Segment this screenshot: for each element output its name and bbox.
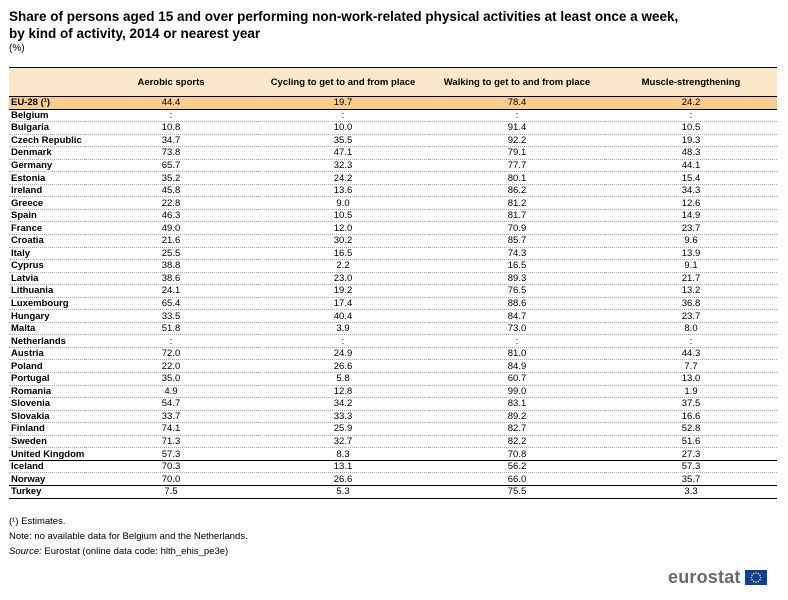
value-cell: 13.2 <box>605 285 777 298</box>
table-row <box>9 335 777 348</box>
value-cell: : <box>429 109 605 122</box>
value-cell: 24.2 <box>257 172 429 185</box>
value-cell: 72.0 <box>85 347 257 360</box>
table-row <box>9 322 777 335</box>
value-cell: 51.6 <box>605 435 777 448</box>
note-source <box>9 544 248 559</box>
value-cell: 5.8 <box>257 373 429 386</box>
value-cell: 65.4 <box>85 297 257 310</box>
value-cell: 83.1 <box>429 398 605 411</box>
value-cell: 84.7 <box>429 310 605 323</box>
value-cell: : <box>429 335 605 348</box>
value-cell: 76.5 <box>429 285 605 298</box>
value-cell: 10.8 <box>85 122 257 135</box>
flag-star <box>750 576 752 578</box>
table-row <box>9 197 777 210</box>
value-cell: 21.6 <box>85 235 257 248</box>
value-cell: 24.9 <box>257 347 429 360</box>
value-cell: 54.7 <box>85 398 257 411</box>
value-cell: 70.8 <box>429 448 605 461</box>
value-cell: 99.0 <box>429 385 605 398</box>
value-cell: 86.2 <box>429 184 605 197</box>
value-cell: 44.3 <box>605 347 777 360</box>
country-cell: Greece <box>9 197 85 210</box>
country-cell: Sweden <box>9 435 85 448</box>
note-estimates: (¹) Estimates. <box>9 516 66 527</box>
value-cell: 34.2 <box>257 398 429 411</box>
value-cell: 12.0 <box>257 222 429 235</box>
country-cell: Slovakia <box>9 410 85 423</box>
value-cell: : <box>605 335 777 348</box>
value-cell: 19.3 <box>605 134 777 147</box>
value-cell: 33.5 <box>85 310 257 323</box>
table-title <box>9 8 769 42</box>
value-cell: 65.7 <box>85 159 257 172</box>
value-cell: 92.2 <box>429 134 605 147</box>
country-cell: Cyprus <box>9 260 85 273</box>
table-row <box>9 410 777 423</box>
value-cell: 34.3 <box>605 184 777 197</box>
header-muscle: Muscle-strengthening <box>605 68 777 97</box>
country-cell: Germany <box>9 159 85 172</box>
note-no-data: Note: no available data for Belgium and the Netherlands. <box>9 531 248 542</box>
value-cell: 25.9 <box>257 423 429 436</box>
value-cell: 70.0 <box>85 473 257 486</box>
flag-star <box>759 574 761 576</box>
source-text: Eurostat (online data code: hlth_ehis_pe3e) <box>41 546 229 557</box>
value-cell: 8.0 <box>605 322 777 335</box>
value-cell: 81.2 <box>429 197 605 210</box>
data-table <box>9 67 777 499</box>
value-cell: 24.2 <box>605 97 777 110</box>
flag-star <box>755 581 757 583</box>
value-cell: 12.8 <box>257 385 429 398</box>
table-row <box>9 347 777 360</box>
value-cell: 84.9 <box>429 360 605 373</box>
table-row <box>9 109 777 122</box>
value-cell: 3.9 <box>257 322 429 335</box>
value-cell: 44.1 <box>605 159 777 172</box>
value-cell: 44.4 <box>85 97 257 110</box>
table-row <box>9 297 777 310</box>
value-cell: 16.5 <box>257 247 429 260</box>
country-cell: Austria <box>9 347 85 360</box>
table-row <box>9 285 777 298</box>
value-cell: 52.8 <box>605 423 777 436</box>
value-cell: 15.4 <box>605 172 777 185</box>
table-row <box>9 360 777 373</box>
value-cell: 13.6 <box>257 184 429 197</box>
flag-star <box>757 572 759 574</box>
table-row <box>9 235 777 248</box>
value-cell: 48.3 <box>605 147 777 160</box>
table-row <box>9 209 777 222</box>
value-cell: 17.4 <box>257 297 429 310</box>
value-cell: 82.2 <box>429 435 605 448</box>
value-cell: 13.0 <box>605 373 777 386</box>
value-cell: 5.3 <box>257 485 429 498</box>
value-cell: 22.8 <box>85 197 257 210</box>
table-row <box>9 423 777 436</box>
value-cell: : <box>257 335 429 348</box>
country-cell: Estonia <box>9 172 85 185</box>
header-walking: Walking to get to and from place <box>429 68 605 97</box>
table-row <box>9 435 777 448</box>
value-cell: 19.2 <box>257 285 429 298</box>
value-cell: 71.3 <box>85 435 257 448</box>
value-cell: 12.6 <box>605 197 777 210</box>
table-row <box>9 260 777 273</box>
table-row <box>9 222 777 235</box>
value-cell: 73.0 <box>429 322 605 335</box>
value-cell: 34.7 <box>85 134 257 147</box>
value-cell: 70.3 <box>85 460 257 473</box>
value-cell: 46.3 <box>85 209 257 222</box>
value-cell: : <box>85 335 257 348</box>
value-cell: 35.0 <box>85 373 257 386</box>
table-row <box>9 448 777 461</box>
eu-flag-icon <box>745 570 767 585</box>
country-cell: Finland <box>9 423 85 436</box>
value-cell: 21.7 <box>605 272 777 285</box>
value-cell: 19.7 <box>257 97 429 110</box>
table-row <box>9 247 777 260</box>
value-cell: 9.0 <box>257 197 429 210</box>
flag-star <box>751 579 753 581</box>
value-cell: 1.9 <box>605 385 777 398</box>
value-cell: 13.1 <box>257 460 429 473</box>
value-cell: 13.9 <box>605 247 777 260</box>
country-cell: Latvia <box>9 272 85 285</box>
value-cell: 88.6 <box>429 297 605 310</box>
table-body <box>9 97 777 499</box>
table-row <box>9 473 777 486</box>
value-cell: 75.5 <box>429 485 605 498</box>
value-cell: 81.7 <box>429 209 605 222</box>
value-cell: 49.0 <box>85 222 257 235</box>
value-cell: 85.7 <box>429 235 605 248</box>
value-cell: 14.9 <box>605 209 777 222</box>
value-cell: 24.1 <box>85 285 257 298</box>
value-cell: 66.0 <box>429 473 605 486</box>
value-cell: 89.3 <box>429 272 605 285</box>
country-cell: Slovenia <box>9 398 85 411</box>
value-cell: 4.9 <box>85 385 257 398</box>
value-cell: 33.3 <box>257 410 429 423</box>
country-cell: Italy <box>9 247 85 260</box>
value-cell: 35.5 <box>257 134 429 147</box>
value-cell: 23.7 <box>605 222 777 235</box>
value-cell: 10.5 <box>605 122 777 135</box>
country-cell: EU-28 (¹) <box>9 97 85 110</box>
value-cell: 74.3 <box>429 247 605 260</box>
country-cell: Croatia <box>9 235 85 248</box>
value-cell: : <box>85 109 257 122</box>
table-row <box>9 122 777 135</box>
flag-star <box>759 576 761 578</box>
value-cell: 89.2 <box>429 410 605 423</box>
country-cell: Ireland <box>9 184 85 197</box>
value-cell: 80.1 <box>429 172 605 185</box>
value-cell: 16.6 <box>605 410 777 423</box>
header-cycling: Cycling to get to and from place <box>257 68 429 97</box>
country-cell: Spain <box>9 209 85 222</box>
title-line-2: by kind of activity, 2014 or nearest year <box>9 26 261 41</box>
table-row <box>9 172 777 185</box>
header-aerobic: Aerobic sports <box>85 68 257 97</box>
table-row <box>9 272 777 285</box>
country-cell: Hungary <box>9 310 85 323</box>
value-cell: : <box>257 109 429 122</box>
table-row <box>9 310 777 323</box>
country-cell: Czech Republic <box>9 134 85 147</box>
logo-text: eurostat <box>668 566 741 587</box>
value-cell: 77.7 <box>429 159 605 172</box>
country-cell: Portugal <box>9 373 85 386</box>
footnotes <box>9 514 248 559</box>
value-cell: 70.9 <box>429 222 605 235</box>
value-cell: 57.3 <box>85 448 257 461</box>
table-row <box>9 485 777 498</box>
country-cell: Luxembourg <box>9 297 85 310</box>
value-cell: 32.7 <box>257 435 429 448</box>
country-cell: Bulgaria <box>9 122 85 135</box>
value-cell: 38.6 <box>85 272 257 285</box>
value-cell: 27.3 <box>605 448 777 461</box>
value-cell: 91.4 <box>429 122 605 135</box>
country-cell: Denmark <box>9 147 85 160</box>
flag-star <box>753 580 755 582</box>
value-cell: 32.3 <box>257 159 429 172</box>
table-row <box>9 184 777 197</box>
country-cell: Norway <box>9 473 85 486</box>
value-cell: 82.7 <box>429 423 605 436</box>
country-cell: France <box>9 222 85 235</box>
flag-star <box>751 574 753 576</box>
value-cell: 35.7 <box>605 473 777 486</box>
value-cell: 16.5 <box>429 260 605 273</box>
country-cell: Malta <box>9 322 85 335</box>
source-label: Source: <box>9 546 42 557</box>
value-cell: 73.8 <box>85 147 257 160</box>
table-row <box>9 460 777 473</box>
unit-label: (%) <box>9 43 25 54</box>
value-cell: 35.2 <box>85 172 257 185</box>
value-cell: 37.5 <box>605 398 777 411</box>
value-cell: 38.8 <box>85 260 257 273</box>
country-cell: Poland <box>9 360 85 373</box>
value-cell: 7.7 <box>605 360 777 373</box>
flag-star <box>757 580 759 582</box>
value-cell: 57.3 <box>605 460 777 473</box>
value-cell: 78.4 <box>429 97 605 110</box>
header-country <box>9 68 85 97</box>
value-cell: : <box>605 109 777 122</box>
eurostat-logo <box>668 566 767 588</box>
value-cell: 23.0 <box>257 272 429 285</box>
country-cell: Iceland <box>9 460 85 473</box>
value-cell: 79.1 <box>429 147 605 160</box>
value-cell: 7.5 <box>85 485 257 498</box>
value-cell: 9.6 <box>605 235 777 248</box>
header-row <box>9 68 777 97</box>
country-cell: Romania <box>9 385 85 398</box>
value-cell: 45.8 <box>85 184 257 197</box>
value-cell: 56.2 <box>429 460 605 473</box>
table-row <box>9 398 777 411</box>
value-cell: 60.7 <box>429 373 605 386</box>
flag-star <box>755 572 757 574</box>
country-cell: Turkey <box>9 485 85 498</box>
table-row <box>9 147 777 160</box>
value-cell: 25.5 <box>85 247 257 260</box>
table-row <box>9 385 777 398</box>
value-cell: 9.1 <box>605 260 777 273</box>
country-cell: United Kingdom <box>11 448 85 460</box>
value-cell: 33.7 <box>85 410 257 423</box>
table-row <box>9 134 777 147</box>
value-cell: 8.3 <box>257 448 429 461</box>
value-cell: 26.6 <box>257 473 429 486</box>
value-cell: 36.8 <box>605 297 777 310</box>
value-cell: 30.2 <box>257 235 429 248</box>
title-line-1: Share of persons aged 15 and over performing non-work-related physical activities at least once a week, <box>9 9 679 24</box>
flag-star <box>759 579 761 581</box>
country-cell: Lithuania <box>9 285 85 298</box>
value-cell: 40.4 <box>257 310 429 323</box>
value-cell: 81.0 <box>429 347 605 360</box>
flag-star <box>753 572 755 574</box>
value-cell: 26.6 <box>257 360 429 373</box>
table-row <box>9 159 777 172</box>
country-cell: Belgium <box>9 109 85 122</box>
value-cell: 10.0 <box>257 122 429 135</box>
value-cell: 47.1 <box>257 147 429 160</box>
table-row <box>9 373 777 386</box>
value-cell: 74.1 <box>85 423 257 436</box>
value-cell: 22.0 <box>85 360 257 373</box>
value-cell: 51.8 <box>85 322 257 335</box>
country-cell: Netherlands <box>9 335 85 348</box>
table-row <box>9 97 777 110</box>
value-cell: 10.5 <box>257 209 429 222</box>
value-cell: 23.7 <box>605 310 777 323</box>
value-cell: 3.3 <box>605 485 777 498</box>
value-cell: 2.2 <box>257 260 429 273</box>
